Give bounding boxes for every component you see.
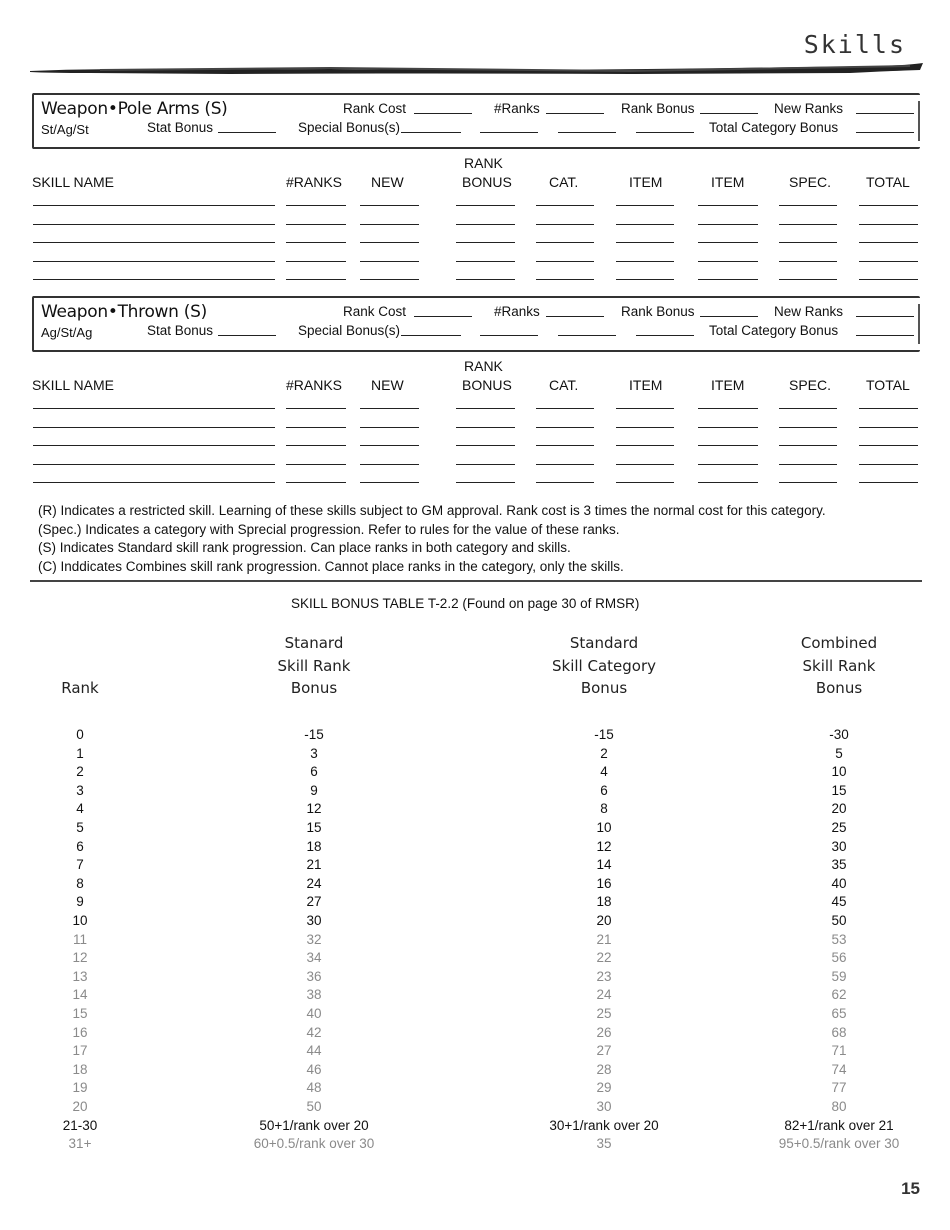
table-cell-rank: 13 [72, 968, 88, 984]
table-cell-category: 22 [596, 950, 612, 966]
table-header-line: Bonus [815, 679, 863, 697]
skill-value-field[interactable] [698, 242, 758, 243]
table-cell-rank: 14 [72, 987, 88, 1003]
skill-value-field[interactable] [456, 482, 515, 483]
column-header-spec: SPEC. [789, 377, 832, 393]
skill-value-field[interactable] [779, 279, 837, 280]
table-header-standard-category [552, 632, 656, 700]
new-ranks-field[interactable] [856, 316, 914, 317]
special-bonus-field-1[interactable] [401, 132, 461, 133]
table-cell-skill: 18 [306, 838, 322, 854]
table-cell-skill: 50+1/rank over 20 [259, 1117, 369, 1133]
table-cell-category: 12 [596, 838, 612, 854]
skill-value-field[interactable] [286, 261, 346, 262]
table-cell-category: -15 [594, 727, 614, 742]
special-bonus-field-4[interactable] [636, 132, 694, 133]
table-cell-rank: 12 [72, 950, 88, 966]
skill-value-field[interactable] [456, 242, 515, 243]
table-cell-rank: 10 [72, 913, 88, 928]
table-cell-skill: 15 [306, 820, 322, 835]
table-cell-rank: 7 [76, 857, 84, 873]
skill-value-field[interactable] [286, 482, 346, 483]
note-standard: (S) Indicates Standard skill rank progression. Can place ranks in both category and skills. [38, 540, 571, 556]
skill-value-field[interactable] [536, 224, 594, 225]
column-header-bonus: BONUS [462, 174, 512, 190]
skill-value-field[interactable] [859, 205, 918, 206]
skill-value-field[interactable] [360, 242, 419, 243]
label-num-ranks: #Ranks [494, 101, 540, 116]
table-cell-category: 14 [596, 857, 612, 873]
skill-value-field[interactable] [536, 242, 594, 243]
column-header-item1: ITEM [629, 377, 663, 393]
column-header-item2: ITEM [711, 174, 745, 190]
table-cell-combined: 53 [831, 931, 847, 947]
table-cell-rank: 18 [72, 1061, 88, 1077]
table-cell-category: 28 [596, 1061, 612, 1077]
table-header-line: Combined [800, 634, 878, 652]
skill-value-field[interactable] [286, 445, 346, 446]
table-cell-category: 8 [600, 801, 608, 817]
table-cell-combined: 40 [831, 875, 847, 891]
table-cell-skill: 46 [306, 1061, 322, 1077]
table-cell-rank: 5 [76, 820, 84, 835]
skill-value-field[interactable] [536, 445, 594, 446]
skill-name-field[interactable] [33, 445, 275, 446]
skill-value-field[interactable] [616, 242, 674, 243]
skill-value-field[interactable] [286, 408, 346, 409]
table-header-line: Stanard [284, 634, 344, 652]
table-cell-category: 23 [596, 968, 612, 984]
table-cell-skill: 34 [306, 950, 322, 966]
skill-value-field[interactable] [286, 427, 346, 428]
table-cell-skill: 40 [306, 1006, 322, 1021]
skill-value-field[interactable] [779, 261, 837, 262]
skill-value-field[interactable] [698, 408, 758, 409]
page-number: 15 [901, 1179, 920, 1198]
table-cell-rank: 6 [76, 838, 84, 854]
table-cell-category: 30 [596, 1099, 612, 1114]
total-category-bonus-field[interactable] [856, 132, 914, 133]
category-name: Weapon•Thrown (S) [41, 302, 207, 322]
skill-value-field[interactable] [456, 427, 515, 428]
column-header-cat: CAT. [549, 174, 579, 190]
skill-name-field[interactable] [33, 261, 275, 262]
table-cell-rank: 2 [76, 764, 84, 780]
skill-value-field[interactable] [286, 242, 346, 243]
table-cell-category: 21 [596, 931, 612, 947]
column-header-skill-name: SKILL NAME [32, 174, 114, 190]
skill-value-field[interactable] [616, 205, 674, 206]
skill-value-field[interactable] [456, 445, 515, 446]
total-category-bonus-field[interactable] [856, 335, 914, 336]
skill-value-field[interactable] [779, 464, 837, 465]
table-cell-combined: 71 [831, 1043, 847, 1059]
table-cell-combined: 74 [831, 1061, 847, 1077]
special-bonus-field-3[interactable] [558, 132, 616, 133]
table-cell-category: 16 [596, 875, 612, 891]
table-cell-combined: 35 [831, 857, 847, 873]
table-cell-category: 29 [596, 1080, 612, 1096]
skill-value-field[interactable] [859, 408, 918, 409]
skill-value-field[interactable] [360, 482, 419, 483]
table-cell-rank: 1 [76, 745, 84, 761]
column-header-new: NEW [371, 377, 404, 393]
skill-value-field[interactable] [536, 408, 594, 409]
note-special: (Spec.) Indicates a category with Sprecial progression. Refer to rules for the value of these ranks. [38, 521, 620, 537]
table-cell-category: 24 [596, 987, 612, 1003]
note-restricted: (R) Indicates a restricted skill. Learning of these skills subject to GM approval. Rank cost is 3 times the normal cost for this category. [38, 503, 826, 518]
special-bonus-field-2[interactable] [480, 335, 538, 336]
table-cell-skill: 48 [306, 1080, 322, 1096]
skill-value-field[interactable] [859, 445, 918, 446]
stat-bonus-field[interactable] [218, 132, 276, 133]
table-cell-category: 35 [596, 1136, 612, 1152]
category-stats: St/Ag/St [41, 122, 89, 137]
column-header-new: NEW [371, 174, 404, 190]
skill-value-field[interactable] [456, 408, 515, 409]
note-combined: (C) Inddicates Combines skill rank progression. Cannot place ranks in the category, only the skills. [38, 558, 624, 574]
label-rank-bonus: Rank Bonus [621, 101, 695, 116]
table-cell-rank: 16 [72, 1024, 88, 1040]
label-total-category-bonus: Total Category Bonus [709, 323, 839, 338]
skill-value-field[interactable] [360, 205, 419, 206]
table-cell-combined: 45 [831, 894, 847, 910]
table-cell-rank: 4 [76, 801, 84, 817]
column-header-cat: CAT. [549, 377, 579, 393]
skill-value-field[interactable] [536, 427, 594, 428]
skill-value-field[interactable] [360, 261, 419, 262]
table-cell-rank: 20 [72, 1099, 88, 1114]
table-cell-rank: 11 [72, 931, 88, 947]
skill-value-field[interactable] [859, 464, 918, 465]
skill-name-field[interactable] [33, 408, 275, 409]
skill-value-field[interactable] [456, 224, 515, 225]
table-header-combined [801, 632, 877, 700]
table-cell-category: 26 [596, 1024, 612, 1040]
skill-value-field[interactable] [286, 464, 346, 465]
label-new-ranks: New Ranks [774, 101, 844, 116]
label-rank-cost: Rank Cost [343, 101, 407, 116]
skill-value-field[interactable] [779, 482, 837, 483]
table-cell-combined: 62 [831, 987, 847, 1003]
table-header-rank [61, 677, 98, 700]
skill-value-field[interactable] [859, 224, 918, 225]
table-cell-combined: 20 [831, 801, 847, 817]
special-bonus-field-1[interactable] [401, 335, 461, 336]
table-header-line: Rank [61, 679, 99, 697]
table-cell-combined: 30 [831, 838, 847, 854]
skill-value-field[interactable] [456, 261, 515, 262]
skill-value-field[interactable] [698, 445, 758, 446]
skill-value-field[interactable] [536, 464, 594, 465]
table-cell-skill: 32 [306, 931, 322, 947]
skill-name-field[interactable] [33, 279, 275, 280]
skill-name-field[interactable] [33, 427, 275, 428]
table-cell-category: 4 [600, 764, 608, 780]
skill-name-field[interactable] [33, 242, 275, 243]
table-cell-skill: 12 [306, 801, 322, 817]
table-cell-skill: 38 [306, 987, 322, 1003]
table-cell-skill: 44 [306, 1043, 322, 1059]
skill-value-field[interactable] [536, 279, 594, 280]
table-cell-combined: 80 [831, 1099, 847, 1114]
label-special-bonus: Special Bonus(s) [298, 323, 401, 338]
special-bonus-field-2[interactable] [480, 132, 538, 133]
label-stat-bonus: Stat Bonus [147, 120, 214, 135]
skill-value-field[interactable] [779, 224, 837, 225]
table-cell-combined: 25 [831, 820, 847, 835]
skill-value-field[interactable] [779, 408, 837, 409]
table-cell-combined: 5 [835, 745, 843, 761]
rank-cost-field[interactable] [414, 113, 472, 114]
skill-value-field[interactable] [286, 205, 346, 206]
table-header-line: Skill Rank [277, 656, 351, 675]
skill-value-field[interactable] [616, 464, 674, 465]
table-cell-rank: 31+ [68, 1136, 92, 1152]
column-header-total: TOTAL [866, 377, 910, 393]
skill-name-field[interactable] [33, 205, 275, 206]
table-cell-skill: -15 [304, 727, 324, 742]
bonus-table-title-text: SKILL BONUS TABLE T-2.2 (Found on page 30 of RMSR) [291, 596, 640, 611]
skill-value-field[interactable] [536, 482, 594, 483]
table-cell-combined: 95+0.5/rank over 30 [778, 1136, 900, 1152]
table-header-line: Bonus [290, 679, 338, 697]
rank-bonus-field[interactable] [700, 316, 758, 317]
column-header-rank: RANK [464, 155, 503, 171]
table-cell-combined: 59 [831, 968, 847, 984]
table-cell-category: 20 [596, 913, 612, 928]
skill-value-field[interactable] [779, 242, 837, 243]
column-header-item2: ITEM [711, 377, 745, 393]
table-cell-category: 10 [596, 820, 612, 835]
skill-name-field[interactable] [33, 224, 275, 225]
table-cell-combined: 56 [831, 950, 847, 966]
skill-value-field[interactable] [360, 279, 419, 280]
skill-value-field[interactable] [536, 261, 594, 262]
table-cell-combined: 77 [831, 1080, 847, 1096]
label-rank-cost: Rank Cost [343, 304, 407, 319]
table-cell-skill: 9 [310, 782, 318, 798]
skill-value-field[interactable] [859, 482, 918, 483]
label-rank-bonus: Rank Bonus [621, 304, 695, 319]
skill-value-field[interactable] [616, 224, 674, 225]
skill-value-field[interactable] [698, 482, 758, 483]
skill-value-field[interactable] [698, 205, 758, 206]
table-cell-category: 27 [596, 1043, 612, 1059]
skill-value-field[interactable] [360, 445, 419, 446]
table-cell-skill: 50 [306, 1099, 322, 1114]
ranks-field[interactable] [546, 113, 604, 114]
stat-bonus-field[interactable] [218, 335, 276, 336]
table-cell-rank: 0 [76, 727, 84, 742]
table-cell-combined: 10 [831, 764, 847, 780]
table-cell-skill: 60+0.5/rank over 30 [253, 1136, 375, 1152]
skill-value-field[interactable] [456, 205, 515, 206]
table-cell-skill: 42 [306, 1024, 322, 1040]
column-header-skill-name: SKILL NAME [32, 377, 114, 393]
label-total-category-bonus: Total Category Bonus [709, 120, 839, 135]
skill-value-field[interactable] [779, 205, 837, 206]
label-num-ranks: #Ranks [494, 304, 540, 319]
table-cell-rank: 3 [76, 782, 84, 798]
skill-value-field[interactable] [698, 261, 758, 262]
ranks-field[interactable] [546, 316, 604, 317]
column-header-bonus: BONUS [462, 377, 512, 393]
rank-cost-field[interactable] [414, 316, 472, 317]
table-header-standard-skill [278, 632, 351, 700]
table-cell-combined: 15 [831, 782, 847, 798]
table-cell-rank: 8 [76, 875, 84, 891]
skill-value-field[interactable] [616, 482, 674, 483]
table-cell-combined: 68 [831, 1024, 847, 1040]
skill-name-field[interactable] [33, 482, 275, 483]
table-cell-combined: 50 [831, 913, 847, 928]
table-cell-skill: 21 [306, 857, 322, 873]
skill-value-field[interactable] [360, 427, 419, 428]
table-cell-rank: 9 [76, 894, 84, 910]
skill-value-field[interactable] [616, 427, 674, 428]
table-cell-skill: 27 [306, 894, 322, 910]
skill-value-field[interactable] [779, 427, 837, 428]
table-cell-skill: 36 [306, 968, 322, 984]
table-cell-category: 25 [596, 1006, 612, 1021]
page-title: Skills [803, 30, 906, 59]
skill-value-field[interactable] [286, 279, 346, 280]
category-name: Weapon•Pole Arms (S) [41, 99, 228, 119]
table-cell-category: 30+1/rank over 20 [549, 1117, 659, 1133]
skill-value-field[interactable] [456, 279, 515, 280]
table-cell-rank: 21-30 [62, 1117, 98, 1133]
rank-bonus-field[interactable] [700, 113, 758, 114]
table-header-line: Skill Category [552, 656, 656, 675]
column-header-total: TOTAL [866, 174, 910, 190]
new-ranks-field[interactable] [856, 113, 914, 114]
table-cell-skill: 30 [306, 913, 322, 928]
table-cell-skill: 24 [306, 875, 322, 891]
table-cell-skill: 6 [310, 764, 318, 780]
table-cell-category: 2 [600, 745, 608, 761]
special-bonus-field-4[interactable] [636, 335, 694, 336]
skill-value-field[interactable] [456, 464, 515, 465]
column-header-ranks: #RANKS [286, 377, 343, 393]
skill-value-field[interactable] [859, 427, 918, 428]
table-cell-category: 6 [600, 782, 608, 798]
title-brush-divider [30, 62, 925, 78]
column-header-ranks: #RANKS [286, 174, 343, 190]
skill-value-field[interactable] [616, 408, 674, 409]
skill-value-field[interactable] [859, 279, 918, 280]
table-cell-skill: 3 [310, 745, 318, 761]
notes-divider [30, 580, 922, 582]
label-special-bonus: Special Bonus(s) [298, 120, 401, 135]
skill-value-field[interactable] [859, 242, 918, 243]
notes [38, 502, 826, 576]
table-header-line: Bonus [580, 679, 628, 697]
table-cell-rank: 15 [72, 1006, 88, 1021]
skill-value-field[interactable] [286, 224, 346, 225]
table-header-line: Skill Rank [802, 656, 876, 675]
skill-value-field[interactable] [698, 427, 758, 428]
skill-value-field[interactable] [859, 261, 918, 262]
skill-value-field[interactable] [360, 408, 419, 409]
skill-name-field[interactable] [33, 464, 275, 465]
table-cell-combined: 65 [831, 1006, 847, 1021]
table-cell-rank: 19 [72, 1080, 88, 1096]
table-header-line: Standard [569, 634, 639, 652]
label-new-ranks: New Ranks [774, 304, 844, 319]
skill-value-field[interactable] [616, 279, 674, 280]
skill-value-field[interactable] [698, 279, 758, 280]
skill-value-field[interactable] [616, 445, 674, 446]
table-cell-rank: 17 [72, 1043, 88, 1059]
table-cell-category: 18 [596, 894, 612, 910]
skill-value-field[interactable] [698, 464, 758, 465]
column-header-item1: ITEM [629, 174, 663, 190]
special-bonus-field-3[interactable] [558, 335, 616, 336]
skill-value-field[interactable] [360, 224, 419, 225]
column-header-spec: SPEC. [789, 174, 832, 190]
table-cell-combined: -30 [829, 727, 849, 742]
skill-value-field[interactable] [616, 261, 674, 262]
table-cell-combined: 82+1/rank over 21 [784, 1117, 894, 1133]
skill-value-field[interactable] [779, 445, 837, 446]
label-stat-bonus: Stat Bonus [147, 323, 214, 338]
skill-value-field[interactable] [360, 464, 419, 465]
category-stats: Ag/St/Ag [41, 325, 93, 340]
column-header-rank: RANK [464, 358, 503, 374]
skill-value-field[interactable] [698, 224, 758, 225]
skill-value-field[interactable] [536, 205, 594, 206]
